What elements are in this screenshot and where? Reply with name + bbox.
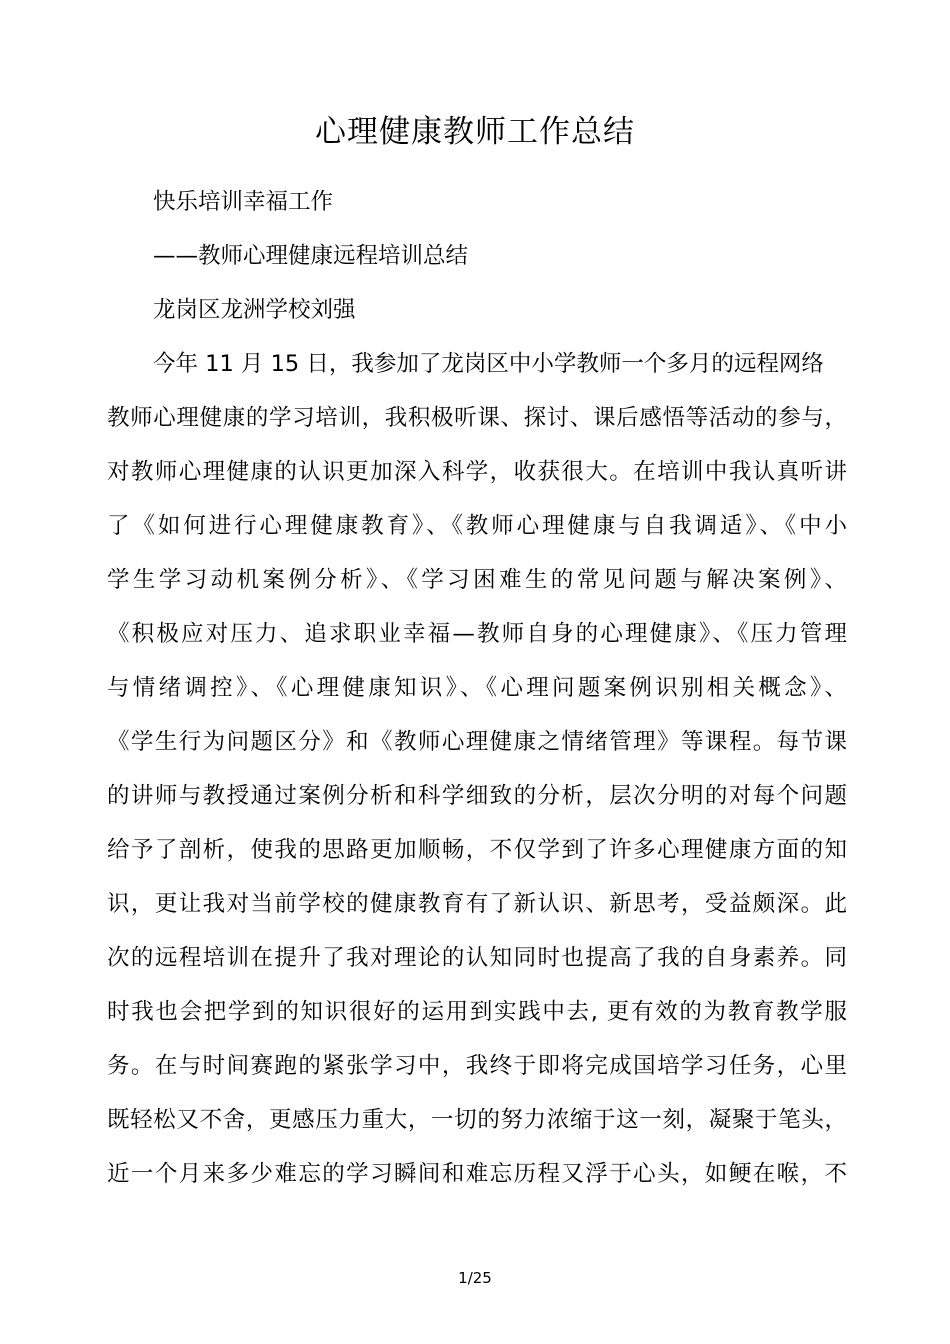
body-line: 既轻松又不舍，更感压力重大，一切的努力浓缩于这一刻，凝聚于笔头， (107, 1107, 847, 1133)
author-line: 龙岗区龙洲学校刘强 (153, 297, 356, 323)
body-line: 对教师心理健康的认识更加深入科学，收获很大。在培训中我认真听讲 (107, 459, 847, 485)
body-line: 给予了剖析，使我的思路更加顺畅，不仅学到了许多心理健康方面的知 (107, 837, 847, 863)
body-line: 次的远程培训在提升了我对理论的认知同时也提高了我的自身素养。同 (107, 945, 847, 971)
body-line: 务。在与时间赛跑的紧张学习中，我终于即将完成国培学习任务，心里 (107, 1053, 847, 1079)
body-line: 了《如何进行心理健康教育》、《教师心理健康与自我调适》、《中小 (107, 513, 847, 539)
body-line: 与情绪调控》、《心理健康知识》、《心理问题案例识别相关概念》、 (107, 675, 847, 701)
body-line: 识，更让我对当前学校的健康教育有了新认识、新思考，受益颇深。此 (107, 891, 847, 917)
body-line: 时我也会把学到的知识很好的运用到实践中去, 更有效的为教育教学服 (107, 999, 847, 1025)
body-line: 《积极应对压力、追求职业幸福—教师自身的心理健康》、《压力管理 (107, 621, 847, 647)
subtitle: 快乐培训幸福工作 (153, 189, 334, 215)
page-number: 1/25 (458, 1269, 492, 1287)
body-line: 的讲师与教授通过案例分析和科学细致的分析，层次分明的对每个问题 (107, 783, 847, 809)
body-line: 《学生行为问题区分》和《教师心理健康之情绪管理》等课程。每节课 (107, 729, 847, 755)
subtitle-secondary: ——教师心理健康远程培训总结 (153, 243, 469, 269)
body-line: 教师心理健康的学习培训，我积极听课、探讨、课后感悟等活动的参与， (107, 405, 847, 431)
body-line: 今年 11 月 15 日，我参加了龙岗区中小学教师一个多月的远程网络 (153, 351, 824, 377)
document-title: 心理健康教师工作总结 (315, 114, 635, 150)
body-line: 近一个月来多少难忘的学习瞬间和难忘历程又浮于心头，如鲠在喉，不 (107, 1161, 847, 1187)
body-line: 学生学习动机案例分析》、《学习困难生的常见问题与解决案例》、 (107, 567, 847, 593)
